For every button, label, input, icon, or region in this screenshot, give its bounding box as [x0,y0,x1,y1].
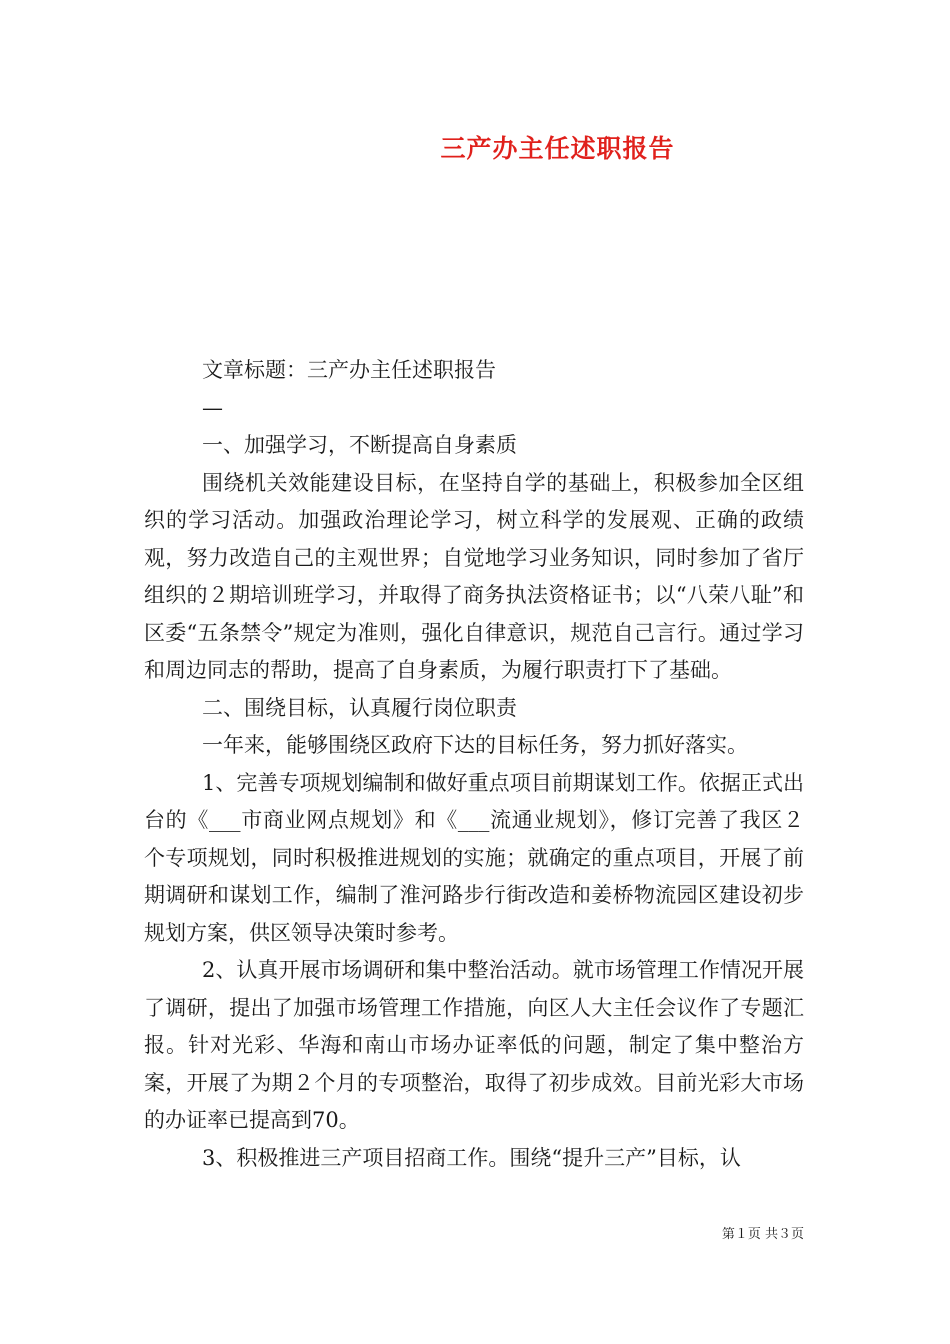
section-heading-2: 二、围绕目标，认真履行岗位职责 [202,695,517,720]
document-title: 三产办主任述职报告 [440,134,675,163]
paragraph-item-2: 2、认真开展市场调研和集中整治活动。就市场管理工作情况开展了调研，提出了加强市场管理工作措施，向区人大主任会议作了专题汇报。针对光彩、华海和南山市场办证率低的问题，制定了集中整治方案，开展了为期２个月的专项整治，取得了初步成效。目前光彩大市场的办证率已提高到70。 [144,958,804,1132]
page-number-footer: 第１页 共３页 [721,1227,804,1242]
paragraph-item-3: 3、积极推进三产项目招商工作。围绕“提升三产”目标，认 [202,1145,741,1170]
article-title-line: 文章标题：三产办主任述职报告 [202,358,496,382]
paragraph-study: 围绕机关效能建设目标，在坚持自学的基础上，积极参加全区组织的学习活动。加强政治理论学习，树立科学的发展观、正确的政绩观，努力改造自己的主观世界；自觉地学习业务知识，同时参加了省厅组织的２期培训班学习，并取得了商务执法资格证书；以“八荣八耻”和区委“五条禁令”规定为准则，强化自律意识，规范自己言行。通过学习和周边同志的帮助，提高了自身素质，为履行职责打下了基础。 [144,470,804,682]
paragraph-item-1: 1、完善专项规划编制和做好重点项目前期谋划工作。依据正式出台的《___市商业网点规划》和《___流通业规划》，修订完善了我区２个专项规划，同时积极推进规划的实施；就确定的重点项目，开展了前期调研和谋划工作，编制了淮河路步行街改造和姜桥物流园区建设初步规划方案，供区领导决策时参考。 [144,770,804,945]
section-heading-1: 一、加强学习，不断提高自身素质 [202,433,517,457]
paragraph-yearly-goals: 一年来，能够围绕区政府下达的目标任务，努力抓好落实。 [202,733,748,757]
document-body [144,352,804,1177]
separator-dash: — [202,395,223,420]
